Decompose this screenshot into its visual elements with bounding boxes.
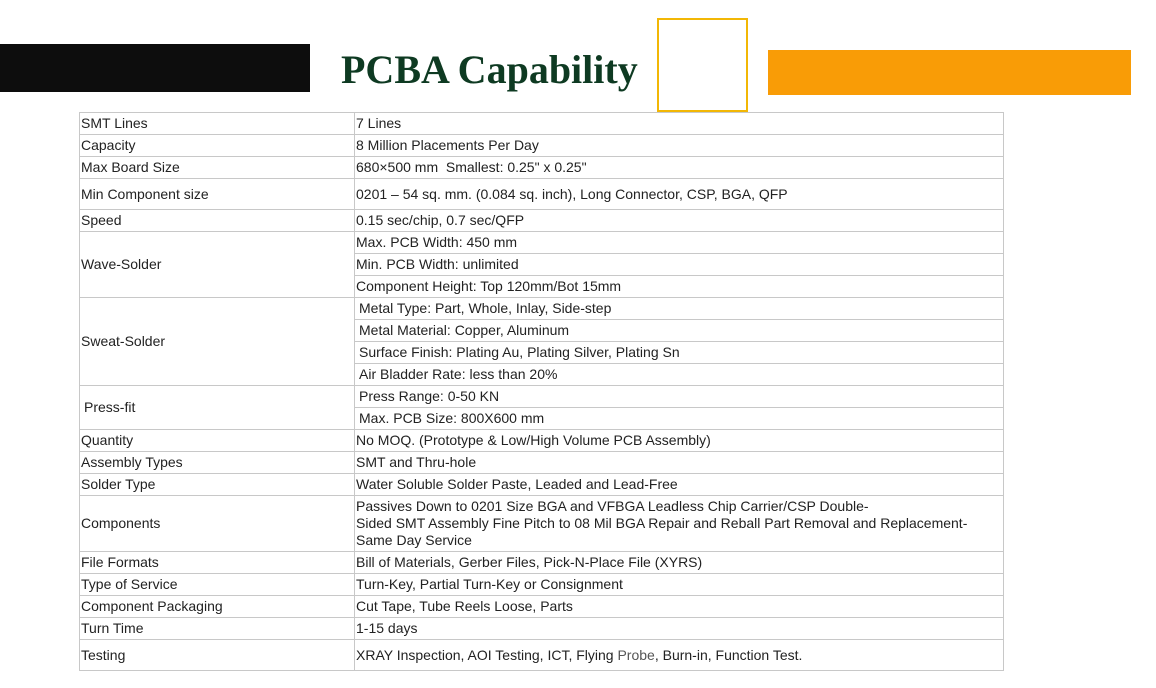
row-value	[355, 640, 1004, 671]
row-label: Max Board Size	[80, 157, 355, 179]
row-label: SMT Lines	[80, 113, 355, 135]
row-label: Press-fit	[80, 386, 355, 430]
table-row	[80, 386, 1004, 408]
row-value: No MOQ. (Prototype & Low/High Volume PCB Assembly)	[355, 430, 1004, 452]
components-line: Passives Down to 0201 Size BGA and VFBGA Leadless Chip Carrier/CSP Double-	[356, 498, 869, 514]
row-value: Water Soluble Solder Paste, Leaded and Lead-Free	[355, 474, 1004, 496]
row-label: Solder Type	[80, 474, 355, 496]
row-value: Air Bladder Rate: less than 20%	[355, 364, 1004, 386]
row-label: Component Packaging	[80, 596, 355, 618]
row-label: Type of Service	[80, 574, 355, 596]
table-row	[80, 210, 1004, 232]
row-label: Quantity	[80, 430, 355, 452]
row-value: Min. PCB Width: unlimited	[355, 254, 1004, 276]
row-label: Wave-Solder	[80, 232, 355, 298]
row-value: Surface Finish: Plating Au, Plating Silver, Plating Sn	[355, 342, 1004, 364]
page-title: PCBA Capability	[341, 47, 638, 92]
header-left-bar	[0, 44, 310, 92]
row-value: Metal Material: Copper, Aluminum	[355, 320, 1004, 342]
row-value: 8 Million Placements Per Day	[355, 135, 1004, 157]
row-label: Min Component size	[80, 179, 355, 210]
row-label: Capacity	[80, 135, 355, 157]
row-value: Metal Type: Part, Whole, Inlay, Side-step	[355, 298, 1004, 320]
table-row	[80, 474, 1004, 496]
row-label: File Formats	[80, 552, 355, 574]
row-label: Components	[80, 496, 355, 552]
row-value: Turn-Key, Partial Turn-Key or Consignment	[355, 574, 1004, 596]
row-value: Component Height: Top 120mm/Bot 15mm	[355, 276, 1004, 298]
table-row	[80, 452, 1004, 474]
row-value: SMT and Thru-hole	[355, 452, 1004, 474]
table-row	[80, 232, 1004, 254]
row-value: 0201 – 54 sq. mm. (0.084 sq. inch), Long Connector, CSP, BGA, QFP	[355, 179, 1004, 210]
row-value: Bill of Materials, Gerber Files, Pick-N-Place File (XYRS)	[355, 552, 1004, 574]
row-label: Assembly Types	[80, 452, 355, 474]
row-label: Turn Time	[80, 618, 355, 640]
testing-text-probe: Probe	[617, 646, 655, 663]
row-label: Speed	[80, 210, 355, 232]
table-row	[80, 179, 1004, 210]
row-value: Cut Tape, Tube Reels Loose, Parts	[355, 596, 1004, 618]
table-row	[80, 113, 1004, 135]
row-value: Press Range: 0-50 KN	[355, 386, 1004, 408]
table-row	[80, 574, 1004, 596]
components-line: Same Day Service	[356, 532, 472, 548]
header-decor-frame	[657, 18, 748, 112]
table-row	[80, 596, 1004, 618]
table-row	[80, 496, 1004, 552]
row-label: Testing	[80, 640, 355, 671]
testing-text-a: XRAY Inspection, AOI Testing, ICT, Flying	[356, 646, 618, 663]
row-value: 1-15 days	[355, 618, 1004, 640]
table-row	[80, 430, 1004, 452]
row-label: Sweat-Solder	[80, 298, 355, 386]
row-value: 680×500 mm Smallest: 0.25" x 0.25"	[355, 157, 1004, 179]
row-value: 0.15 sec/chip, 0.7 sec/QFP	[355, 210, 1004, 232]
row-value	[355, 496, 1004, 552]
row-value: Max. PCB Width: 450 mm	[355, 232, 1004, 254]
capability-table	[79, 112, 1004, 671]
table-row	[80, 157, 1004, 179]
header-right-bar	[768, 50, 1131, 95]
table-row	[80, 640, 1004, 671]
testing-text-b: , Burn-in, Function Test.	[654, 646, 803, 663]
table-row	[80, 298, 1004, 320]
table-row	[80, 618, 1004, 640]
row-value: 7 Lines	[355, 113, 1004, 135]
table-row	[80, 552, 1004, 574]
components-line: Sided SMT Assembly Fine Pitch to 08 Mil BGA Repair and Reball Part Removal and Replacement-	[356, 515, 968, 531]
table-row	[80, 135, 1004, 157]
row-value: Max. PCB Size: 800X600 mm	[355, 408, 1004, 430]
